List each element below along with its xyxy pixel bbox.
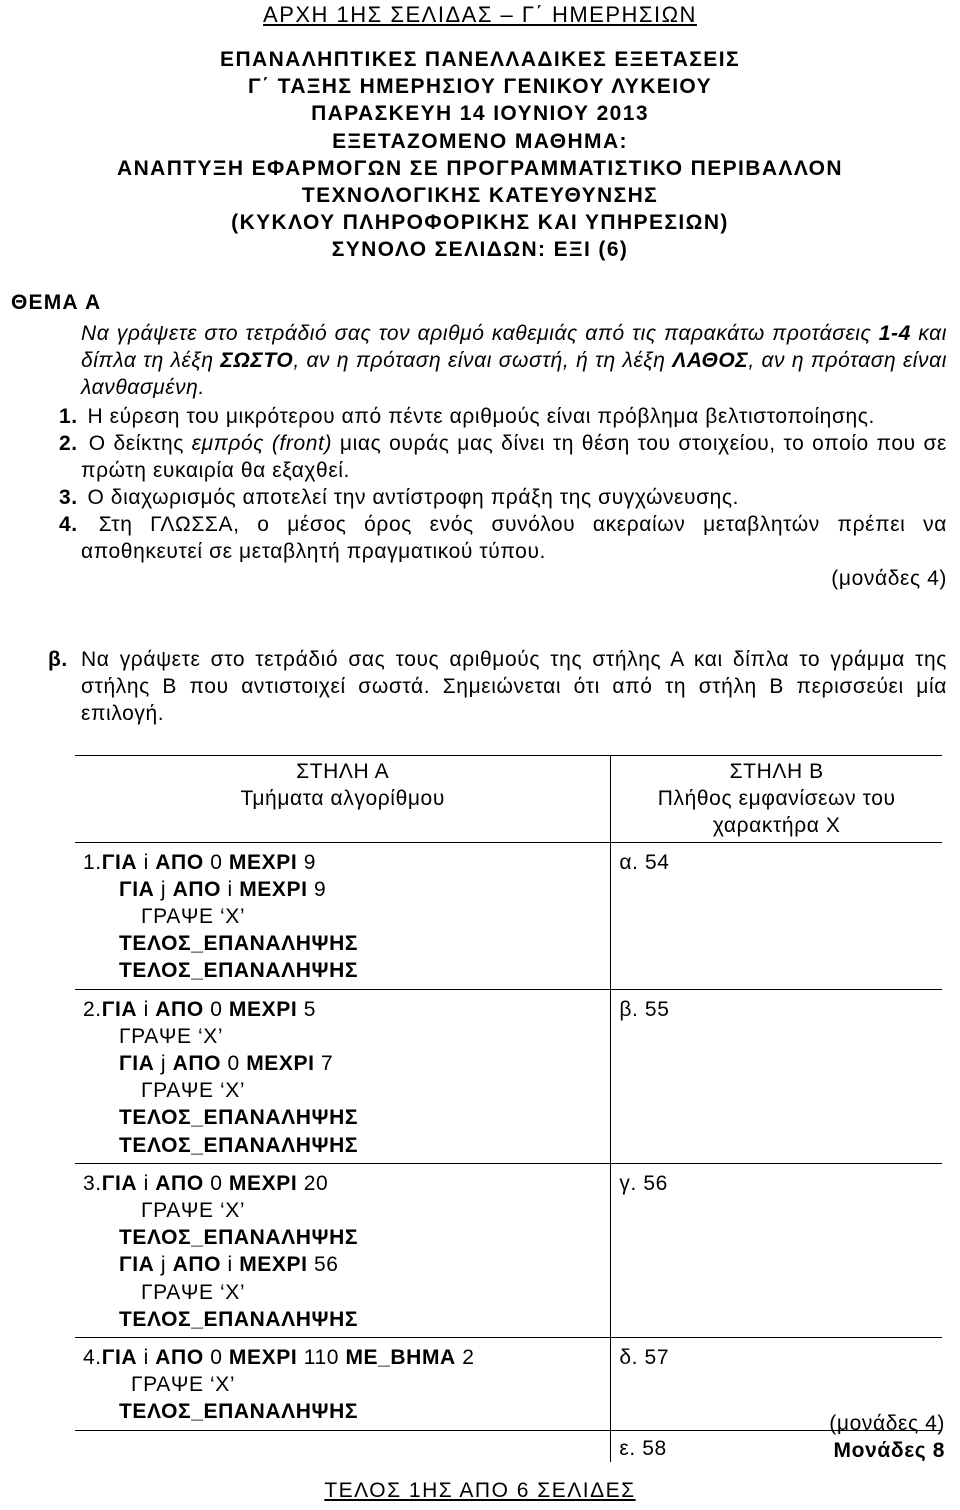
code-line: ΓΡΑΨΕ ‘Χ’	[119, 1024, 224, 1048]
code-line	[83, 876, 610, 903]
kw-from: ΑΠΟ	[172, 1253, 222, 1277]
kw-to: ΜΕΧΡΙ	[246, 1052, 315, 1076]
var: i	[227, 877, 233, 901]
kw-for: ΓΙΑ	[101, 850, 138, 874]
option-cell	[611, 842, 942, 989]
code-line: ΓΡΑΨΕ ‘Χ’	[141, 905, 246, 929]
final-units-block	[829, 1410, 945, 1464]
code-line: ΤΕΛΟΣ_ΕΠΑΝΑΛΗΨΗΣ	[119, 1133, 359, 1157]
kw-from: ΑΠΟ	[172, 877, 222, 901]
page-top-header: ΑΡΧΗ 1ΗΣ ΣΕΛΙΔΑΣ – Γ΄ ΗΜΕΡΗΣΙΩΝ	[263, 2, 697, 27]
statement-list	[59, 403, 947, 592]
option-cell	[611, 989, 942, 1163]
heading-line: Γ΄ ΤΑΞΗΣ ΗΜΕΡΗΣΙΟΥ ΓΕΝΙΚΟΥ ΛΥΚΕΙΟΥ	[248, 75, 712, 99]
question-label: β.	[48, 648, 68, 671]
kw-to: ΜΕΧΡΙ	[228, 997, 298, 1021]
kw-from: ΑΠΟ	[172, 1052, 222, 1076]
kw-from: ΑΠΟ	[155, 850, 204, 874]
kw-from: ΑΠΟ	[155, 1346, 204, 1370]
option: α. 54	[619, 850, 670, 874]
table-row	[75, 1163, 942, 1337]
code-line: ΤΕΛΟΣ_ΕΠΑΝΑΛΗΨΗΣ	[119, 932, 359, 956]
statement-emphasis: εμπρός (front)	[191, 432, 333, 455]
code-line	[83, 996, 610, 1023]
item-number: 3.	[83, 1171, 102, 1195]
table-row	[75, 989, 942, 1163]
question-label	[11, 320, 81, 347]
statement-text: Στη ΓΛΩΣΣΑ, ο μέσος όρος ενός συνόλου ακεραίων μεταβλητών πρέπει να αποθηκευτεί σε μεταβλητή πραγματικού τύπου.	[81, 513, 947, 563]
option: δ. 57	[619, 1346, 670, 1370]
code-line: ΓΡΑΨΕ ‘Χ’	[141, 1199, 246, 1223]
theme-title: ΘΕΜΑ Α	[11, 291, 102, 314]
instr-text: και δίπλα τη λέξη	[81, 322, 947, 372]
kw-to: ΜΕΧΡΙ	[228, 1171, 298, 1195]
kw-for: ΓΙΑ	[101, 1346, 138, 1370]
column-a-title: ΣΤΗΛΗ Α	[296, 760, 390, 783]
question-a1a-instructions	[11, 320, 947, 401]
column-a-header	[75, 756, 611, 843]
total-marks: Μονάδες 8	[833, 1439, 945, 1462]
kw-to: ΜΕΧΡΙ	[239, 1253, 308, 1277]
code-line: ΓΡΑΨΕ ‘Χ’	[131, 1373, 236, 1397]
var: i	[143, 997, 149, 1021]
empty-cell	[75, 1430, 611, 1462]
code-line	[83, 849, 610, 876]
num: 5	[303, 997, 316, 1021]
num: 0	[210, 1171, 223, 1195]
option: γ. 56	[619, 1171, 668, 1195]
var: i	[143, 1171, 149, 1195]
instr-text: Να γράψετε στο τετράδιό σας τον αριθμό καθεμιάς από τις παρακάτω προτάσεις	[81, 322, 879, 345]
kw-step: ΜΕ_ΒΗΜΑ	[345, 1346, 456, 1370]
page-footer: ΤΕΛΟΣ 1ΗΣ ΑΠΟ 6 ΣΕΛΙΔΕΣ	[324, 1479, 636, 1502]
table-row	[75, 842, 942, 989]
num: 110	[303, 1346, 339, 1370]
kw-for: ΓΙΑ	[119, 1253, 155, 1277]
statement-item	[59, 403, 947, 430]
num: 7	[321, 1052, 334, 1076]
item-number: 4.	[83, 1346, 102, 1370]
question-beta	[48, 646, 947, 727]
kw-for: ΓΙΑ	[101, 1171, 138, 1195]
heading-line: ΕΞΕΤΑΖΟΜΕΝΟ ΜΑΘΗΜΑ:	[332, 129, 628, 153]
statement-text: μιας ουράς μας δίνει τη θέση του στοιχείου, το οποίο που σε πρώτη ευκαιρία θα εξαχθεί.	[81, 432, 947, 482]
kw-for: ΓΙΑ	[101, 997, 138, 1021]
code-block-4	[75, 1338, 611, 1431]
var: i	[143, 1346, 149, 1370]
statement-item	[59, 430, 947, 484]
option: β. 55	[619, 997, 670, 1021]
var: j	[160, 1253, 167, 1277]
kw-to: ΜΕΧΡΙ	[228, 1346, 298, 1370]
heading-line: ΣΥΝΟΛΟ ΣΕΛΙΔΩΝ: ΕΞΙ (6)	[331, 238, 629, 262]
item-number: 1.	[83, 850, 102, 874]
instr-text: , αν η πρόταση είναι λανθασμένη.	[81, 349, 948, 399]
num: 9	[303, 850, 316, 874]
statement-number: 3.	[59, 486, 78, 509]
statement-text: Ο διαχωρισμός αποτελεί την αντίστροφη πράξη της συγχώνευσης.	[87, 486, 740, 509]
table-row	[75, 1430, 942, 1462]
column-b-subtitle: Πλήθος εμφανίσεων του χαρακτήρα Χ	[657, 787, 896, 838]
num: 0	[210, 850, 223, 874]
word-false: ΛΑΘΟΣ	[672, 349, 749, 372]
kw-for: ΓΙΑ	[119, 1052, 155, 1076]
kw-from: ΑΠΟ	[155, 1171, 204, 1195]
heading-line: (ΚΥΚΛΟΥ ΠΛΗΡΟΦΟΡΙΚΗΣ ΚΑΙ ΥΠΗΡΕΣΙΩΝ)	[231, 211, 729, 235]
code-line	[83, 1050, 610, 1077]
question-a1a	[11, 320, 947, 401]
statement-text: Ο δείκτης	[88, 432, 192, 455]
kw-to: ΜΕΧΡΙ	[228, 850, 298, 874]
var: j	[160, 1052, 167, 1076]
num: 0	[210, 997, 223, 1021]
code-line: ΓΡΑΨΕ ‘Χ’	[141, 1079, 246, 1103]
num: 20	[303, 1171, 329, 1195]
code-line	[83, 1170, 610, 1197]
word-true: ΣΩΣΤΟ	[220, 349, 294, 372]
code-block-1	[75, 842, 611, 989]
statement-number: 4.	[59, 513, 78, 536]
var: j	[160, 877, 167, 901]
table-header-row	[75, 756, 942, 843]
units-label: (μονάδες 4)	[831, 567, 947, 590]
num: 2	[462, 1346, 475, 1370]
item-number: 2.	[83, 997, 102, 1021]
question-beta-text: Να γράψετε στο τετράδιό σας τους αριθμούς της στήλης Α και δίπλα το γράμμα της στήλης Β που αντιστοιχεί σωστά. Σημειώνεται ότι από τη στήλη Β περισσεύει μία επιλογή.	[81, 648, 947, 725]
var: i	[227, 1253, 233, 1277]
heading-line: ΕΠΑΝΑΛΗΠΤΙΚΕΣ ΠΑΝΕΛΛΑΔΙΚΕΣ ΕΞΕΤΑΣΕΙΣ	[220, 48, 740, 71]
kw-for: ΓΙΑ	[119, 877, 155, 901]
statement-number: 1.	[59, 405, 78, 428]
exam-heading	[0, 46, 960, 264]
code-line: ΤΕΛΟΣ_ΕΠΑΝΑΛΗΨΗΣ	[119, 1400, 359, 1424]
column-b-title: ΣΤΗΛΗ Β	[729, 760, 824, 783]
option-cell	[611, 1163, 942, 1337]
statement-text: Η εύρεση του μικρότερου από πέντε αριθμούς είναι πρόβλημα βελτιστοποίησης.	[87, 405, 875, 428]
table-row	[75, 1338, 942, 1431]
code-line: ΤΕΛΟΣ_ΕΠΑΝΑΛΗΨΗΣ	[119, 1307, 359, 1331]
statement-item	[59, 511, 947, 565]
code-block-2	[75, 989, 611, 1163]
matching-table	[75, 755, 942, 1462]
num: 0	[227, 1052, 240, 1076]
num: 0	[210, 1346, 223, 1370]
column-b-header	[611, 756, 942, 843]
code-line: ΓΡΑΨΕ ‘Χ’	[141, 1280, 246, 1304]
units-label: (μονάδες 4)	[829, 1412, 945, 1435]
code-line: ΤΕΛΟΣ_ΕΠΑΝΑΛΗΨΗΣ	[119, 1106, 359, 1130]
column-a-subtitle: Τμήματα αλγορίθμου	[240, 787, 445, 811]
code-block-3	[75, 1163, 611, 1337]
code-line: ΤΕΛΟΣ_ΕΠΑΝΑΛΗΨΗΣ	[119, 959, 359, 983]
num: 56	[313, 1253, 339, 1277]
kw-from: ΑΠΟ	[155, 997, 204, 1021]
code-line: ΤΕΛΟΣ_ΕΠΑΝΑΛΗΨΗΣ	[119, 1226, 359, 1250]
code-line	[83, 1344, 610, 1371]
heading-line: ΤΕΧΝΟΛΟΓΙΚΗΣ ΚΑΤΕΥΘΥΝΣΗΣ	[301, 184, 659, 208]
var: i	[143, 850, 149, 874]
option: ε. 58	[619, 1436, 667, 1460]
kw-to: ΜΕΧΡΙ	[239, 877, 308, 901]
heading-line: ΠΑΡΑΣΚΕΥΗ 14 ΙΟΥΝΙΟΥ 2013	[311, 102, 649, 126]
instr-text: , αν η πρόταση είναι σωστή, ή τη λέξη	[293, 349, 673, 372]
instr-range: 1-4	[878, 322, 911, 345]
statement-number: 2.	[59, 432, 78, 455]
code-line	[83, 1251, 610, 1278]
statement-item	[59, 484, 947, 511]
heading-line: ΑΝΑΠΤΥΞΗ ΕΦΑΡΜΟΓΩΝ ΣΕ ΠΡΟΓΡΑΜΜΑΤΙΣΤΙΚΟ ΠΕΡΙΒΑΛΛΟΝ	[117, 156, 843, 180]
num: 9	[313, 877, 327, 901]
